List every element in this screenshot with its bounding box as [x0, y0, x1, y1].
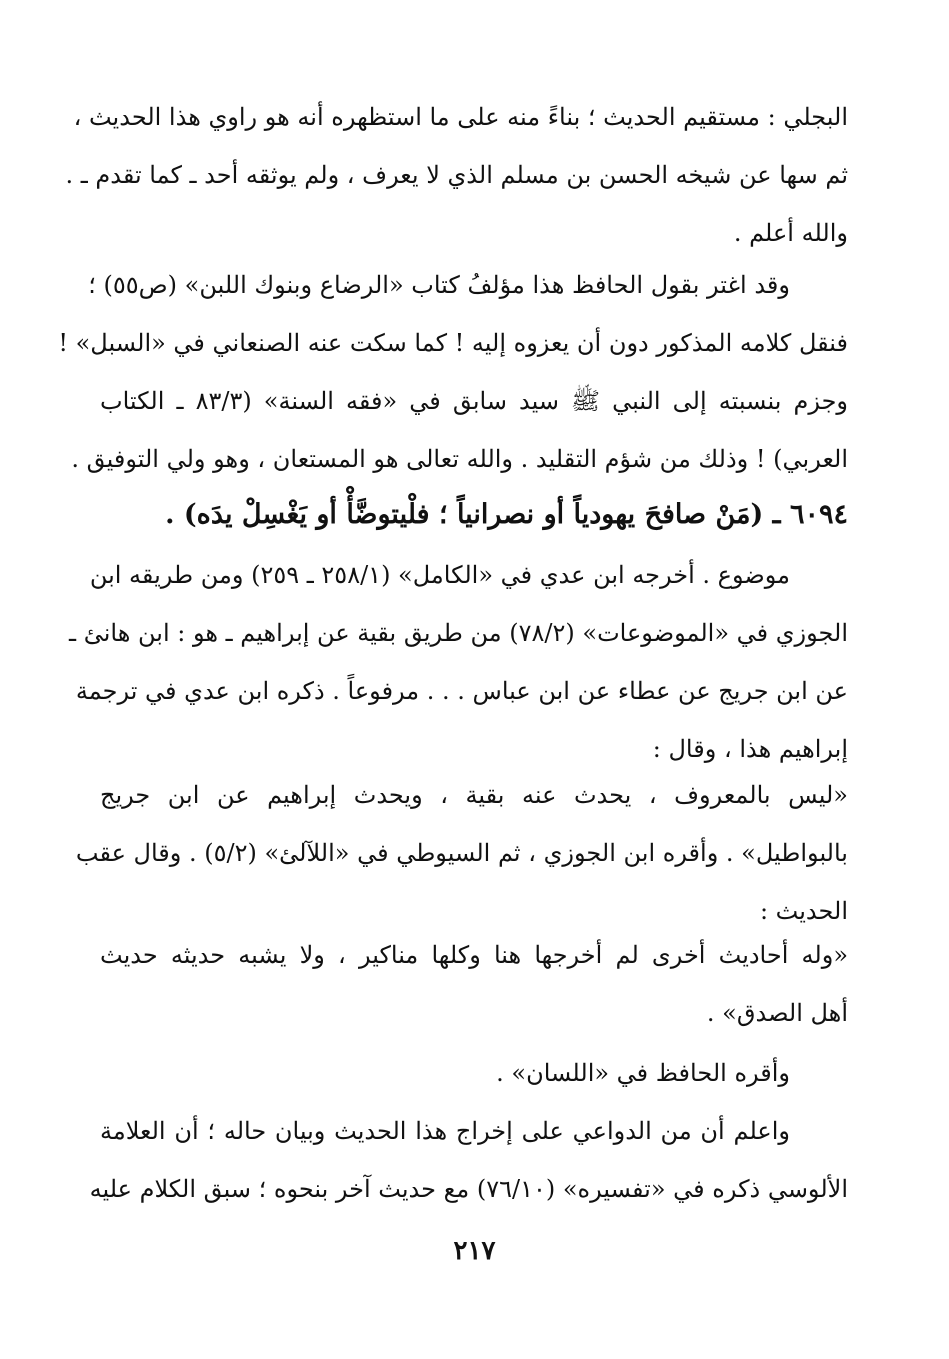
text-line: البجلي : مستقيم الحديث ؛ بناءً منه على ما استظهره أنه هو راوي هذا الحديث ،	[73, 103, 848, 131]
text-line: ثم سها عن شيخه الحسن بن مسلم الذي لا يعرف ، ولم يوثقه أحد ـ كما تقدم ـ .	[65, 161, 848, 189]
text-line: العربي) ! وذلك من شؤم التقليد . والله تعالى هو المستعان ، وهو ولي التوفيق .	[71, 445, 848, 473]
text-line: وجزم بنسبته إلى النبي ﷺ سيد سابق في «فقه السنة» (٨٣/٣ ـ الكتاب	[100, 387, 849, 415]
paragraph-quote	[75, 766, 848, 940]
text-line: عن ابن جريج عن عطاء عن ابن عباس . . . مرفوعاً . ذكره ابن عدي في ترجمة	[75, 677, 848, 705]
text-line: وأقره الحافظ في «اللسان» .	[496, 1059, 790, 1087]
text-line: الألوسي ذكره في «تفسيره» (٧٦/١٠) مع حديث آخر بنحوه ؛ سبق الكلام عليه	[89, 1175, 848, 1203]
hadith-heading: ٦٠٩٤ ـ (مَنْ صافحَ يهودياً أو نصرانياً ؛ فلْيتوضَّأْ أو يَغْسِلْ يدَه) .	[165, 499, 848, 530]
paragraph-quote	[100, 926, 848, 1042]
paragraph-remark	[89, 1102, 848, 1218]
text-line: الحديث :	[759, 897, 848, 925]
text-line: «ليس بالمعروف ، يحدث عنه بقية ، ويحدث إبراهيم عن ابن جريج	[100, 781, 848, 809]
text-line: واعلم أن من الدواعي على إخراج هذا الحديث وبيان حاله ؛ أن العلامة	[100, 1117, 790, 1145]
text-line: موضوع . أخرجه ابن عدي في «الكامل» (٢٥٨/١ ـ ٢٥٩) ومن طريقه ابن	[89, 561, 790, 589]
paragraph-continuation	[65, 88, 848, 262]
paragraph-commentary	[58, 256, 849, 488]
text-line: بالبواطيل» . وأقره ابن الجوزي ، ثم السيوطي في «اللآلئ» (٥/٢) . وقال عقب	[75, 839, 848, 867]
page-number: ٢١٧	[453, 1236, 496, 1266]
text-line: فنقل كلامه المذكور دون أن يعزوه إليه ! كما سكت عنه الصنعاني في «السبل» !	[58, 329, 848, 357]
paragraph-note	[100, 1044, 848, 1102]
text-line: الجوزي في «الموضوعات» (٧٨/٢) من طريق بقية عن إبراهيم ـ هو : ابن هانئ ـ	[69, 619, 848, 647]
text-line: أهل الصدق» .	[706, 999, 848, 1027]
text-line: والله أعلم .	[733, 219, 848, 247]
text-line: وقد اغتر بقول الحافظ هذا مؤلفُ كتاب «الرضاع وبنوك اللبن» (ص٥٥) ؛	[88, 271, 790, 299]
text-line: «وله أحاديث أخرى لم أخرجها هنا وكلها مناكير ، ولا يشبه حديثه حديث	[100, 941, 848, 969]
paragraph-takhrij	[69, 546, 848, 778]
text-line: إبراهيم هذا ، وقال :	[652, 735, 848, 763]
